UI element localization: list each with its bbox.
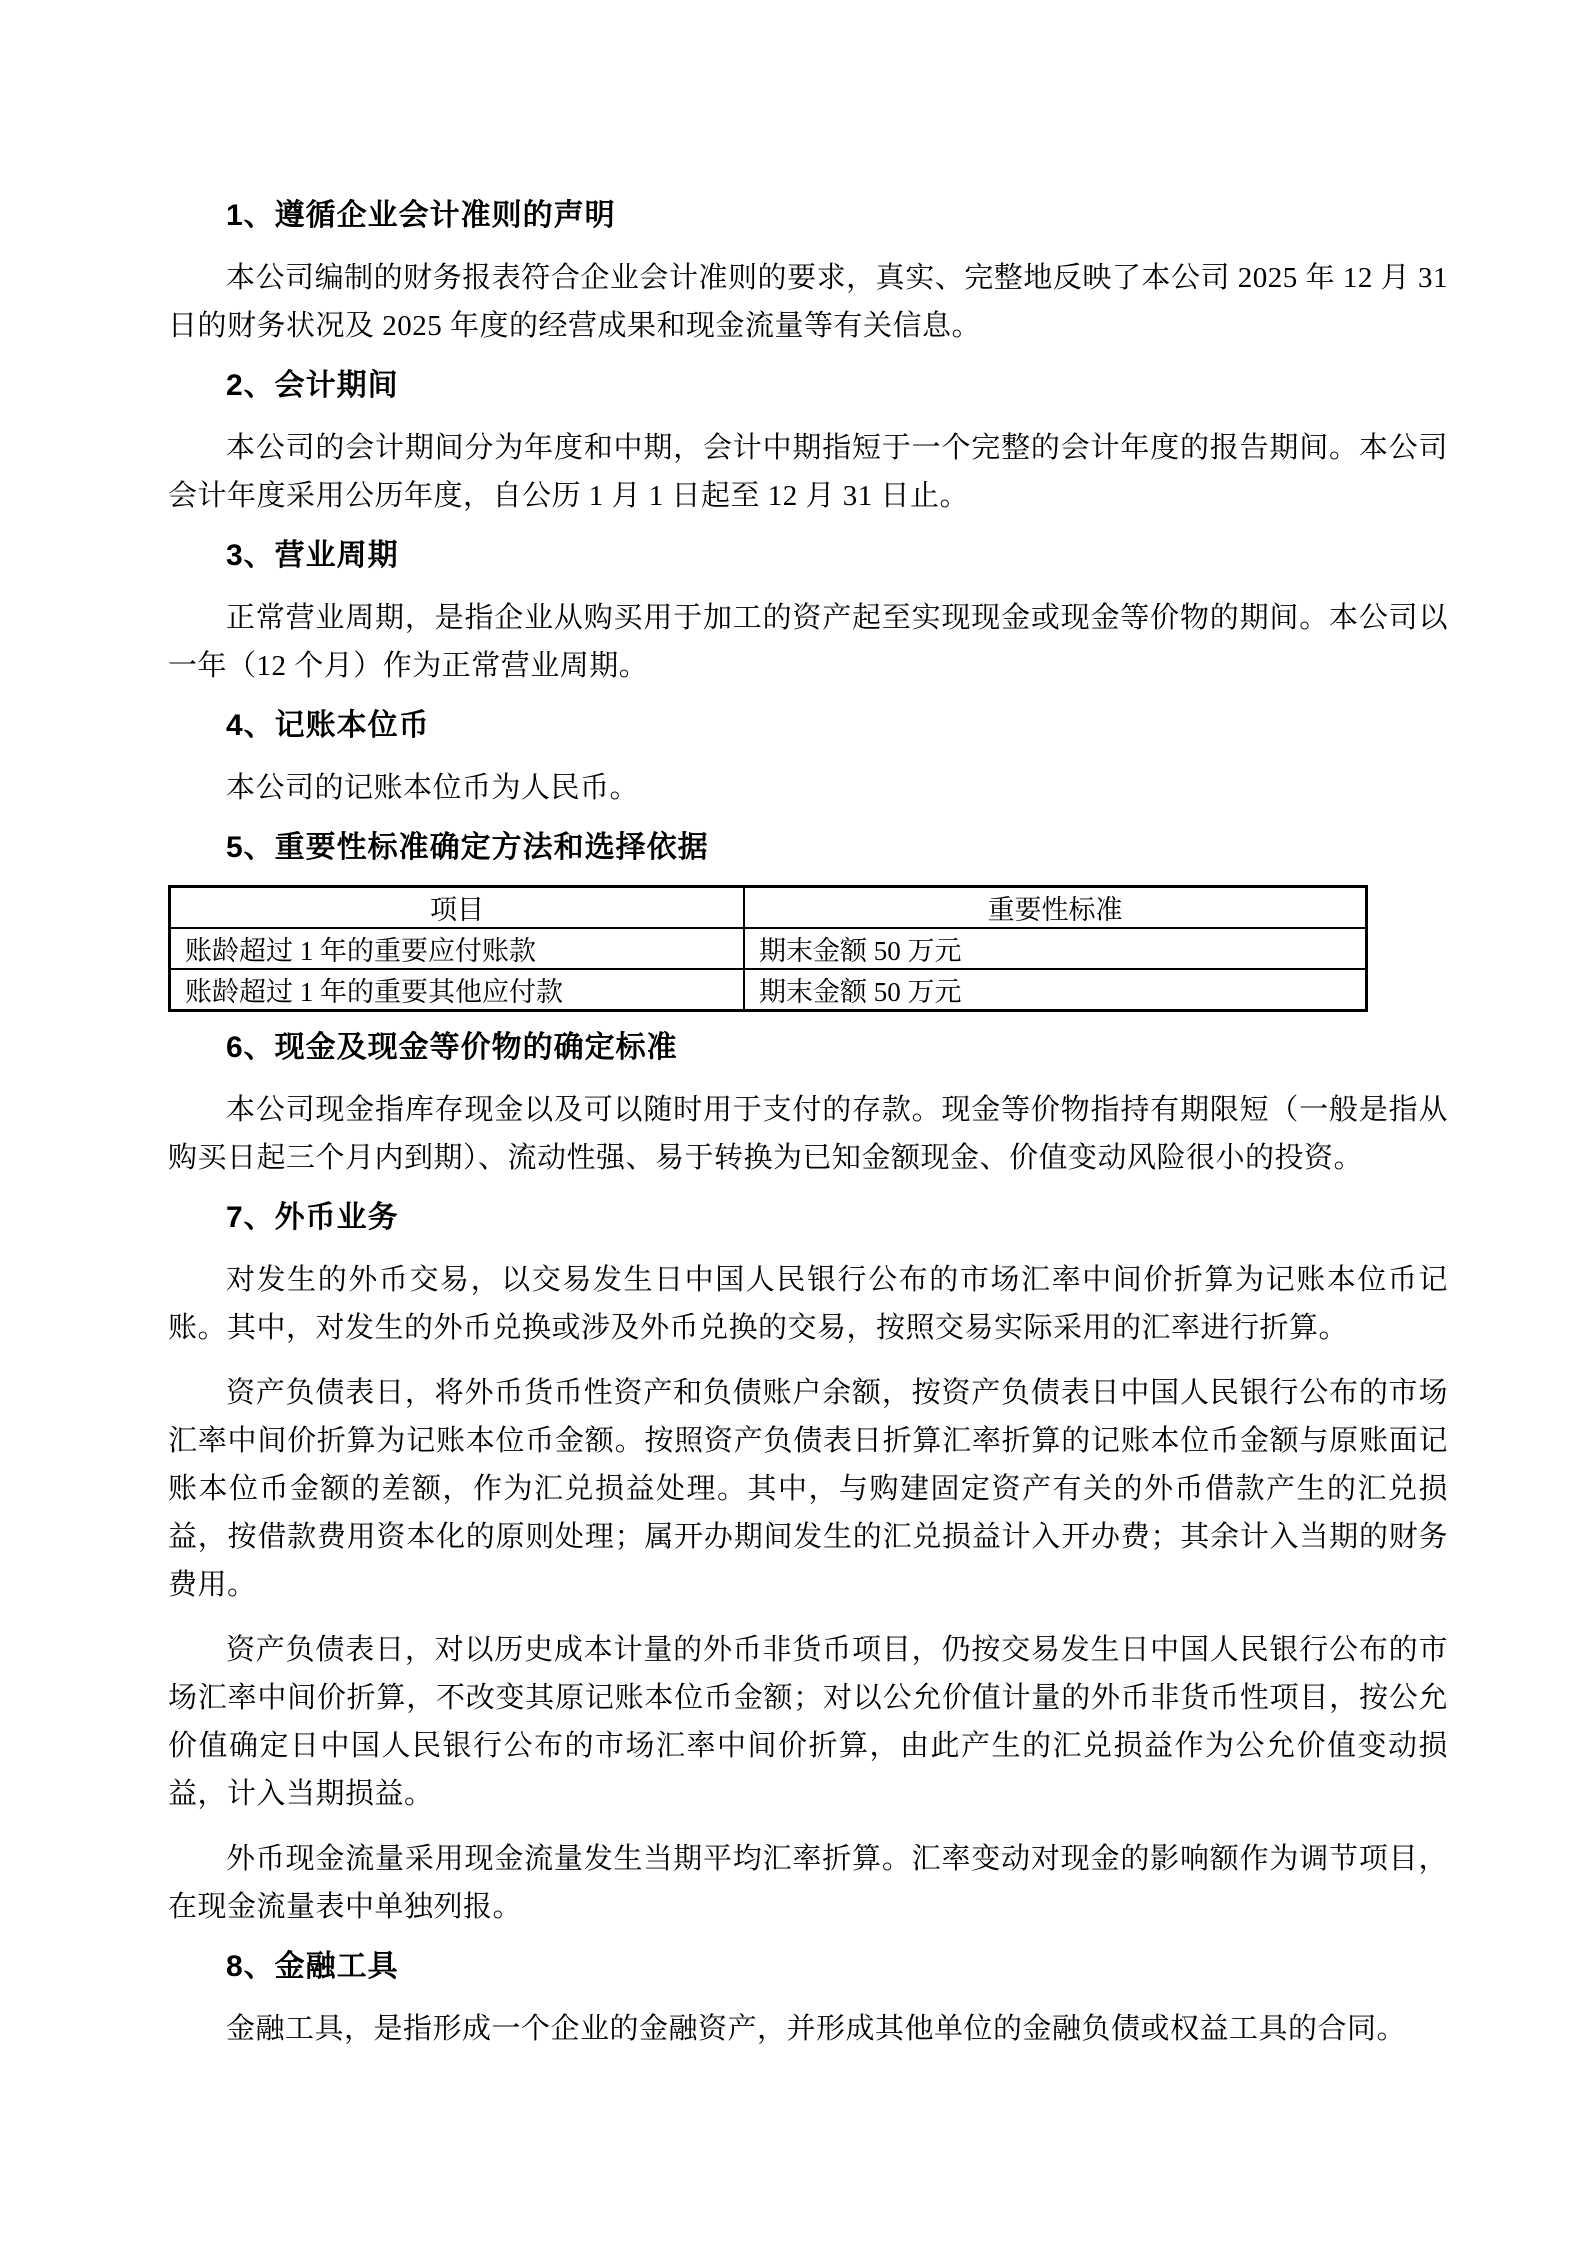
- section-6-heading: 6、现金及现金等价物的确定标准: [226, 1031, 678, 1064]
- table-header-row: [170, 887, 1367, 929]
- section-6-paragraph-1: 本公司现金指库存现金以及可以随时用于支付的存款。现金等价物指持有期限短（一般是指从购买日起三个月内到期）、流动性强、易于转换为已知金额现金、价值变动风险很小的投资。: [168, 1094, 1448, 1174]
- section-7-heading: 7、外币业务: [226, 1201, 399, 1234]
- section-1-heading: 1、遵循企业会计准则的声明: [226, 199, 616, 232]
- table-row: [170, 969, 1367, 1011]
- materiality-standards-table: [168, 885, 1368, 1012]
- section-8-heading: 8、金融工具: [226, 1950, 399, 1983]
- document-content: [168, 0, 1448, 2053]
- table-cell-standard: 期末金额 50 万元: [744, 969, 1366, 1011]
- section-7-paragraph-4: 外币现金流量采用现金流量发生当期平均汇率折算。汇率变动对现金的影响额作为调节项目，在现金流量表中单独列报。: [168, 1843, 1448, 1923]
- section-4-heading: 4、记账本位币: [226, 709, 430, 742]
- section-1-paragraph-1: 本公司编制的财务报表符合企业会计准则的要求，真实、完整地反映了本公司 2025 年 12 月 31 日的财务状况及 2025 年度的经营成果和现金流量等有关信息。: [168, 262, 1448, 342]
- section-4-paragraph-1: 本公司的记账本位币为人民币。: [226, 772, 640, 804]
- table-cell-standard: 期末金额 50 万元: [744, 928, 1366, 969]
- table-row: [170, 928, 1367, 969]
- section-5-heading: 5、重要性标准确定方法和选择依据: [226, 831, 709, 864]
- table-cell-item: 账龄超过 1 年的重要应付账款: [170, 928, 745, 969]
- section-8-paragraph-1: 金融工具，是指形成一个企业的金融资产，并形成其他单位的金融负债或权益工具的合同。: [226, 2013, 1407, 2045]
- section-7-paragraph-1: 对发生的外币交易，以交易发生日中国人民银行公布的市场汇率中间价折算为记账本位币记账。其中，对发生的外币兑换或涉及外币兑换的交易，按照交易实际采用的汇率进行折算。: [168, 1264, 1448, 1344]
- section-3-heading: 3、营业周期: [226, 539, 399, 572]
- section-3-paragraph-1: 正常营业周期，是指企业从购买用于加工的资产起至实现现金或现金等价物的期间。本公司以一年（12 个月）作为正常营业周期。: [168, 602, 1448, 682]
- section-7-paragraph-3: 资产负债表日，对以历史成本计量的外币非货币项目，仍按交易发生日中国人民银行公布的市场汇率中间价折算，不改变其原记账本位币金额；对以公允价值计量的外币非货币性项目，按公允价值确定日中国人民银行公布的市场汇率中间价折算，由此产生的汇兑损益作为公允价值变动损益，计入当期损益。: [168, 1634, 1448, 1810]
- table-cell-item: 账龄超过 1 年的重要其他应付款: [170, 969, 745, 1011]
- table-header-standard: 重要性标准: [744, 887, 1366, 929]
- section-2-paragraph-1: 本公司的会计期间分为年度和中期，会计中期指短于一个完整的会计年度的报告期间。本公司会计年度采用公历年度，自公历 1 月 1 日起至 12 月 31 日止。: [168, 432, 1448, 512]
- section-2-heading: 2、会计期间: [226, 369, 399, 402]
- section-7-paragraph-2: 资产负债表日，将外币货币性资产和负债账户余额，按资产负债表日中国人民银行公布的市场汇率中间价折算为记账本位币金额。按照资产负债表日折算汇率折算的记账本位币金额与原账面记账本位币金额的差额，作为汇兑损益处理。其中，与购建固定资产有关的外币借款产生的汇兑损益，按借款费用资本化的原则处理；属开办期间发生的汇兑损益计入开办费；其余计入当期的财务费用。: [168, 1377, 1448, 1601]
- table-header-item: 项目: [170, 887, 745, 929]
